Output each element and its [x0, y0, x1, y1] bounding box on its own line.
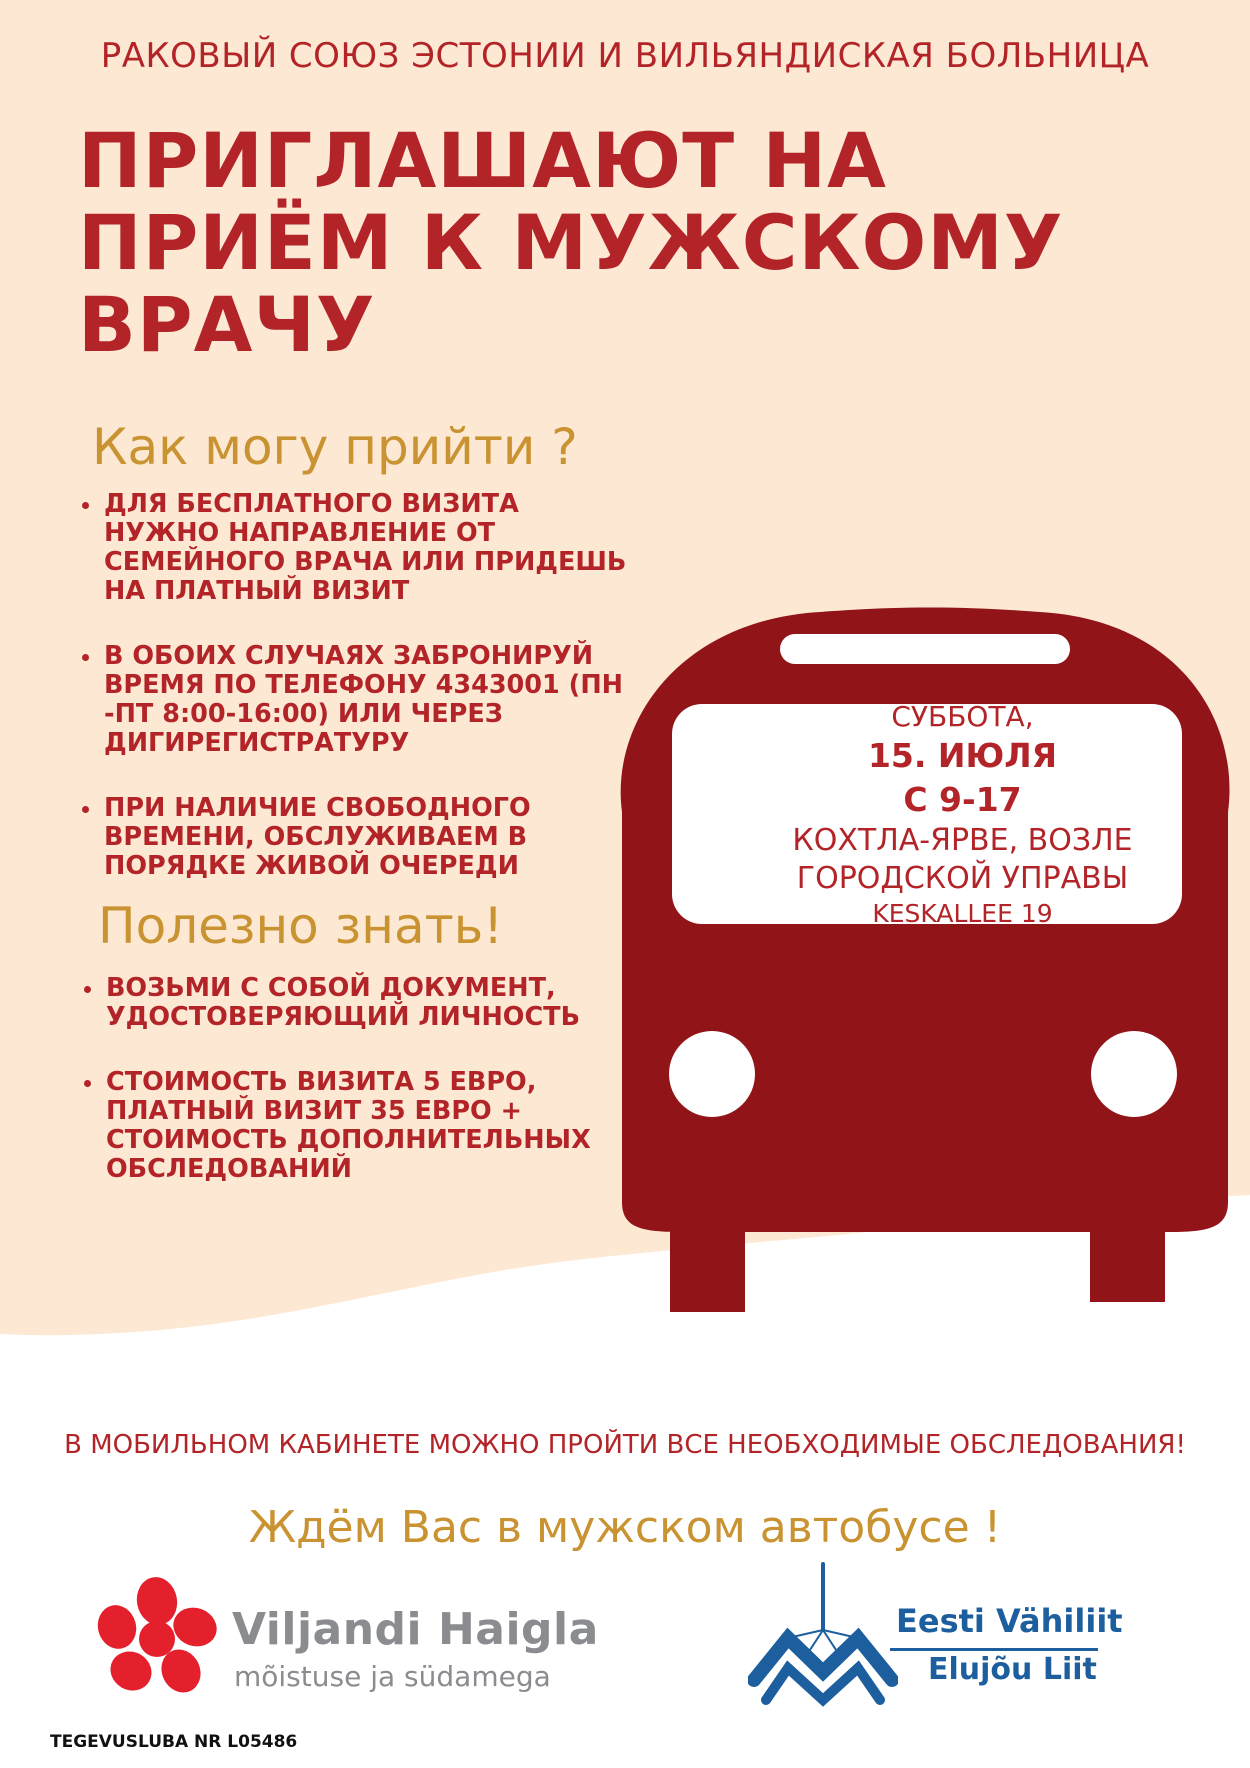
vahiliit-emblem-icon [748, 1560, 898, 1710]
know-item-document: ВОЗЬМИ С СОБОЙ ДОКУМЕНТ, УДОСТОВЕРЯЮЩИЙ ЛИЧНОСТЬ [80, 974, 640, 1032]
mobile-note: В МОБИЛЬНОМ КАБИНЕТЕ МОЖНО ПРОЙТИ ВСЕ НЕОБХОДИМЫЕ ОБСЛЕДОВАНИЯ! [64, 1430, 1186, 1460]
event-place-2: ГОРОДСКОЙ УПРАВЫ [796, 861, 1129, 896]
know-heading: Полезно знать! [98, 897, 504, 955]
vahiliit-logo-subtitle: Elujõu Liit [928, 1652, 1097, 1687]
vahiliit-logo-name: Eesti Vähiliit [896, 1602, 1123, 1640]
event-day: СУББОТА, [891, 700, 1034, 733]
how-item-referral: ДЛЯ БЕСПЛАТНОГО ВИЗИТА НУЖНО НАПРАВЛЕНИЕ ОТ СЕМЕЙНОГО ВРАЧА ИЛИ ПРИДЕШЬ НА ПЛАТНЫЙ ВИЗИТ [78, 490, 638, 606]
event-time: С 9-17 [903, 780, 1022, 819]
license-number: TEGEVUSLUBA NR L05486 [50, 1732, 298, 1752]
headline-line-2: ПРИЁМ К МУЖСКОМУ [78, 198, 1064, 287]
headline-line-3: ВРАЧУ [78, 280, 376, 369]
viljandi-logo-name: Viljandi Haigla [232, 1604, 599, 1655]
know-list [80, 974, 640, 1220]
how-item-booking: В ОБОИХ СЛУЧАЯХ ЗАБРОНИРУЙ ВРЕМЯ ПО ТЕЛЕФОНУ 4343001 (ПН -ПТ 8:00-16:00) ИЛИ ЧЕРЕЗ ДИГИРЕГИСТРАТУРУ [78, 642, 638, 758]
vahiliit-divider [890, 1648, 1098, 1651]
how-item-queue: ПРИ НАЛИЧИЕ СВОБОДНОГО ВРЕМЕНИ, ОБСЛУЖИВАЕМ В ПОРЯДКЕ ЖИВОЙ ОЧЕРЕДИ [78, 794, 638, 881]
know-item-price: СТОИМОСТЬ ВИЗИТА 5 ЕВРО, ПЛАТНЫЙ ВИЗИТ 35 ЕВРО + СТОИМОСТЬ ДОПОЛНИТЕЛЬНЫХ ОБСЛЕДОВАНИЙ [80, 1068, 640, 1184]
event-date: 15. ИЮЛЯ [867, 736, 1058, 775]
headline [78, 116, 1178, 369]
viljandi-flower-icon [95, 1575, 220, 1700]
headline-line-1: ПРИГЛАШАЮТ НА [78, 116, 887, 205]
viljandi-logo-tagline: mõistuse ja südamega [234, 1660, 551, 1693]
event-details [685, 700, 1240, 930]
welcome-text: Ждём Вас в мужском автобусе ! [248, 1502, 1002, 1553]
organizers-title: РАКОВЫЙ СОЮЗ ЭСТОНИИ И ВИЛЬЯНДИСКАЯ БОЛЬНИЦА [100, 36, 1150, 76]
event-place-1: КОХТЛА-ЯРВЕ, ВОЗЛЕ [792, 823, 1133, 858]
how-heading: Как могу прийти ? [92, 418, 578, 476]
event-address: KESKALLEE 19 [872, 899, 1053, 928]
how-list [78, 490, 638, 917]
